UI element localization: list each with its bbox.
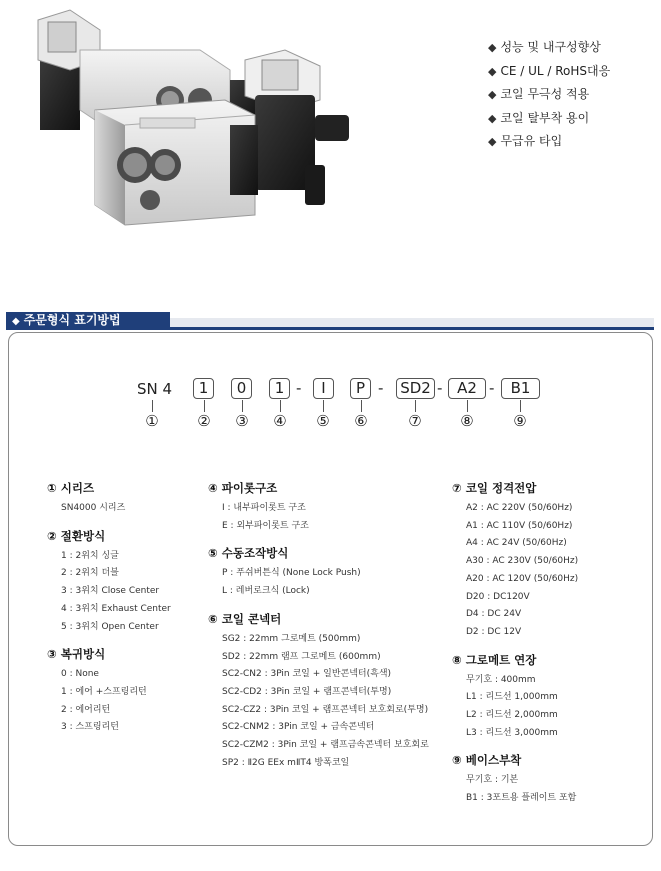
spec-title: ⑤ 수동조작방식	[208, 546, 289, 561]
diamond-icon: ◆	[488, 135, 497, 148]
spec-item: A2 : AC 220V (50/60Hz)	[466, 503, 573, 513]
spec-item: I : 내부파이롯트 구조	[222, 503, 306, 513]
spec-block-switching	[47, 528, 171, 637]
spec-item: 1 : 에어 +스프링리턴	[61, 686, 147, 697]
product-photo	[0, 0, 420, 240]
spec-block-connector	[208, 611, 429, 773]
spec-item: 무기호 : 기본	[466, 775, 519, 786]
spec-item: SG2 : 22mm 그로메트 (500mm)	[222, 633, 361, 644]
spec-item: L : 레버로크식 (Lock)	[222, 586, 310, 597]
code-number: ⑦	[408, 412, 422, 430]
code-number: ⑤	[316, 412, 330, 430]
spec-item: 3 : 3위치 Close Center	[61, 586, 160, 597]
spec-item: SP2 : Ⅱ2G EEx mⅡT4 방폭코일	[222, 757, 350, 768]
code-number: ⑧	[460, 412, 474, 430]
diamond-icon: ◆	[488, 64, 497, 78]
spec-item: P : 푸쉬버튼식 (None Lock Push)	[222, 568, 361, 579]
spec-item: E : 외부파이롯트 구조	[222, 520, 309, 531]
spec-item: L2 : 리드선 2,000mm	[466, 710, 558, 721]
spec-title: ⑥ 코일 콘넥터	[208, 611, 282, 626]
code-number: ③	[235, 412, 249, 430]
code-box: 0	[231, 378, 252, 399]
feature-list	[488, 38, 610, 156]
feature-item: ◆ 코일 무극성 적용	[488, 87, 590, 101]
code-box: P	[350, 378, 371, 399]
spec-item: SC2-CNM2 : 3Pin 코일 + 금속콘넥터	[222, 722, 375, 733]
spec-item: SC2-CD2 : 3Pin 코일 + 램프콘넥터(투명)	[222, 686, 392, 697]
spec-block-manual	[208, 545, 429, 600]
feature-item: ◆ 무급유 타입	[488, 134, 563, 148]
spec-item: L3 : 리드선 3,000mm	[466, 727, 558, 738]
code-dash: -	[489, 379, 495, 397]
spec-item: 4 : 3위치 Exhaust Center	[61, 603, 171, 614]
spec-item: 0 : None	[61, 669, 99, 680]
code-prefix: SN 4	[137, 380, 173, 398]
code-dash: -	[296, 379, 302, 397]
code-number: ⑨	[513, 412, 527, 430]
spec-block-return	[47, 646, 171, 737]
spec-item: L1 : 리드선 1,000mm	[466, 692, 558, 703]
code-box: SD2	[396, 378, 435, 399]
code-number: ④	[273, 412, 287, 430]
section-title: 주문형식 표기방법	[23, 313, 121, 327]
spec-title: ② 절환방식	[47, 528, 106, 543]
diamond-icon: ◆	[488, 41, 497, 54]
spec-title: ④ 파이롯구조	[208, 481, 278, 495]
spec-item: 3 : 스프링리턴	[61, 722, 119, 733]
code-box: B1	[501, 378, 540, 399]
spec-title: ⑨ 베이스부착	[452, 753, 522, 768]
spec-block-voltage	[452, 480, 578, 642]
spec-item: 2 : 에어리턴	[61, 704, 111, 715]
feature-item: ◆ CE / UL / RoHS대응	[488, 63, 611, 78]
spec-item: 5 : 3위치 Open Center	[61, 621, 159, 632]
code-number: ⑥	[354, 412, 368, 430]
spec-item: A1 : AC 110V (50/60Hz)	[466, 520, 573, 531]
spec-item: SC2-CZM2 : 3Pin 코일 + 램프금속콘넥터 보호회로	[222, 740, 429, 751]
code-number: ①	[145, 412, 159, 430]
spec-item: SD2 : 22mm 램프 그로메트 (600mm)	[222, 651, 381, 662]
diamond-icon: ◆	[488, 111, 497, 125]
spec-block-pilot	[208, 480, 429, 535]
spec-item: D4 : DC 24V	[466, 609, 522, 620]
spec-title: ⑧ 그로메트 연장	[452, 652, 537, 667]
right-coil	[245, 50, 349, 205]
spec-item: 1 : 2위치 싱글	[61, 550, 119, 561]
spec-block-series	[47, 480, 171, 518]
spec-block-grommet	[452, 652, 578, 743]
spec-item: 2 : 2위치 더블	[61, 568, 119, 579]
feature-item: ◆ 코일 탈부착 용이	[488, 110, 590, 125]
code-number: ②	[197, 412, 211, 430]
front-valve	[95, 100, 258, 225]
section-divider	[6, 327, 654, 330]
code-box: 1	[193, 378, 214, 399]
spec-title: ① 시리즈	[47, 481, 95, 495]
spec-title: ⑦ 코일 정격전압	[452, 481, 537, 495]
spec-column-3	[452, 480, 578, 818]
spec-item: A30 : AC 230V (50/60Hz)	[466, 556, 579, 567]
spec-block-base	[452, 752, 578, 807]
spec-item: D20 : DC120V	[466, 591, 530, 602]
spec-item: 무기호 : 400mm	[466, 674, 536, 685]
section-header-shade	[170, 318, 654, 327]
code-dash: -	[378, 379, 384, 397]
feature-item: ◆ 성능 및 내구성향상	[488, 40, 601, 54]
spec-item: SN4000 시리즈	[61, 503, 126, 513]
spec-item: A20 : AC 120V (50/60Hz)	[466, 573, 579, 584]
code-box: 1	[269, 378, 290, 399]
spec-title: ③ 복귀방식	[47, 647, 106, 662]
spec-item: A4 : AC 24V (50/60Hz)	[466, 538, 567, 549]
diamond-icon: ◆	[12, 316, 20, 327]
spec-column-2	[208, 480, 429, 782]
spec-item: SC2-CZ2 : 3Pin 코일 + 램프콘넥터 보호회로(투명)	[222, 704, 429, 715]
spec-column-1	[47, 480, 171, 747]
spec-item: B1 : 3포트용 플레이트 포함	[466, 793, 577, 804]
code-dash: -	[437, 379, 443, 397]
spec-item: SC2-CN2 : 3Pin 코일 + 일반콘넥터(흑색)	[222, 669, 392, 680]
code-box: I	[313, 378, 334, 399]
spec-item: D2 : DC 12V	[466, 626, 522, 637]
code-box: A2	[448, 378, 486, 399]
diamond-icon: ◆	[488, 88, 497, 101]
